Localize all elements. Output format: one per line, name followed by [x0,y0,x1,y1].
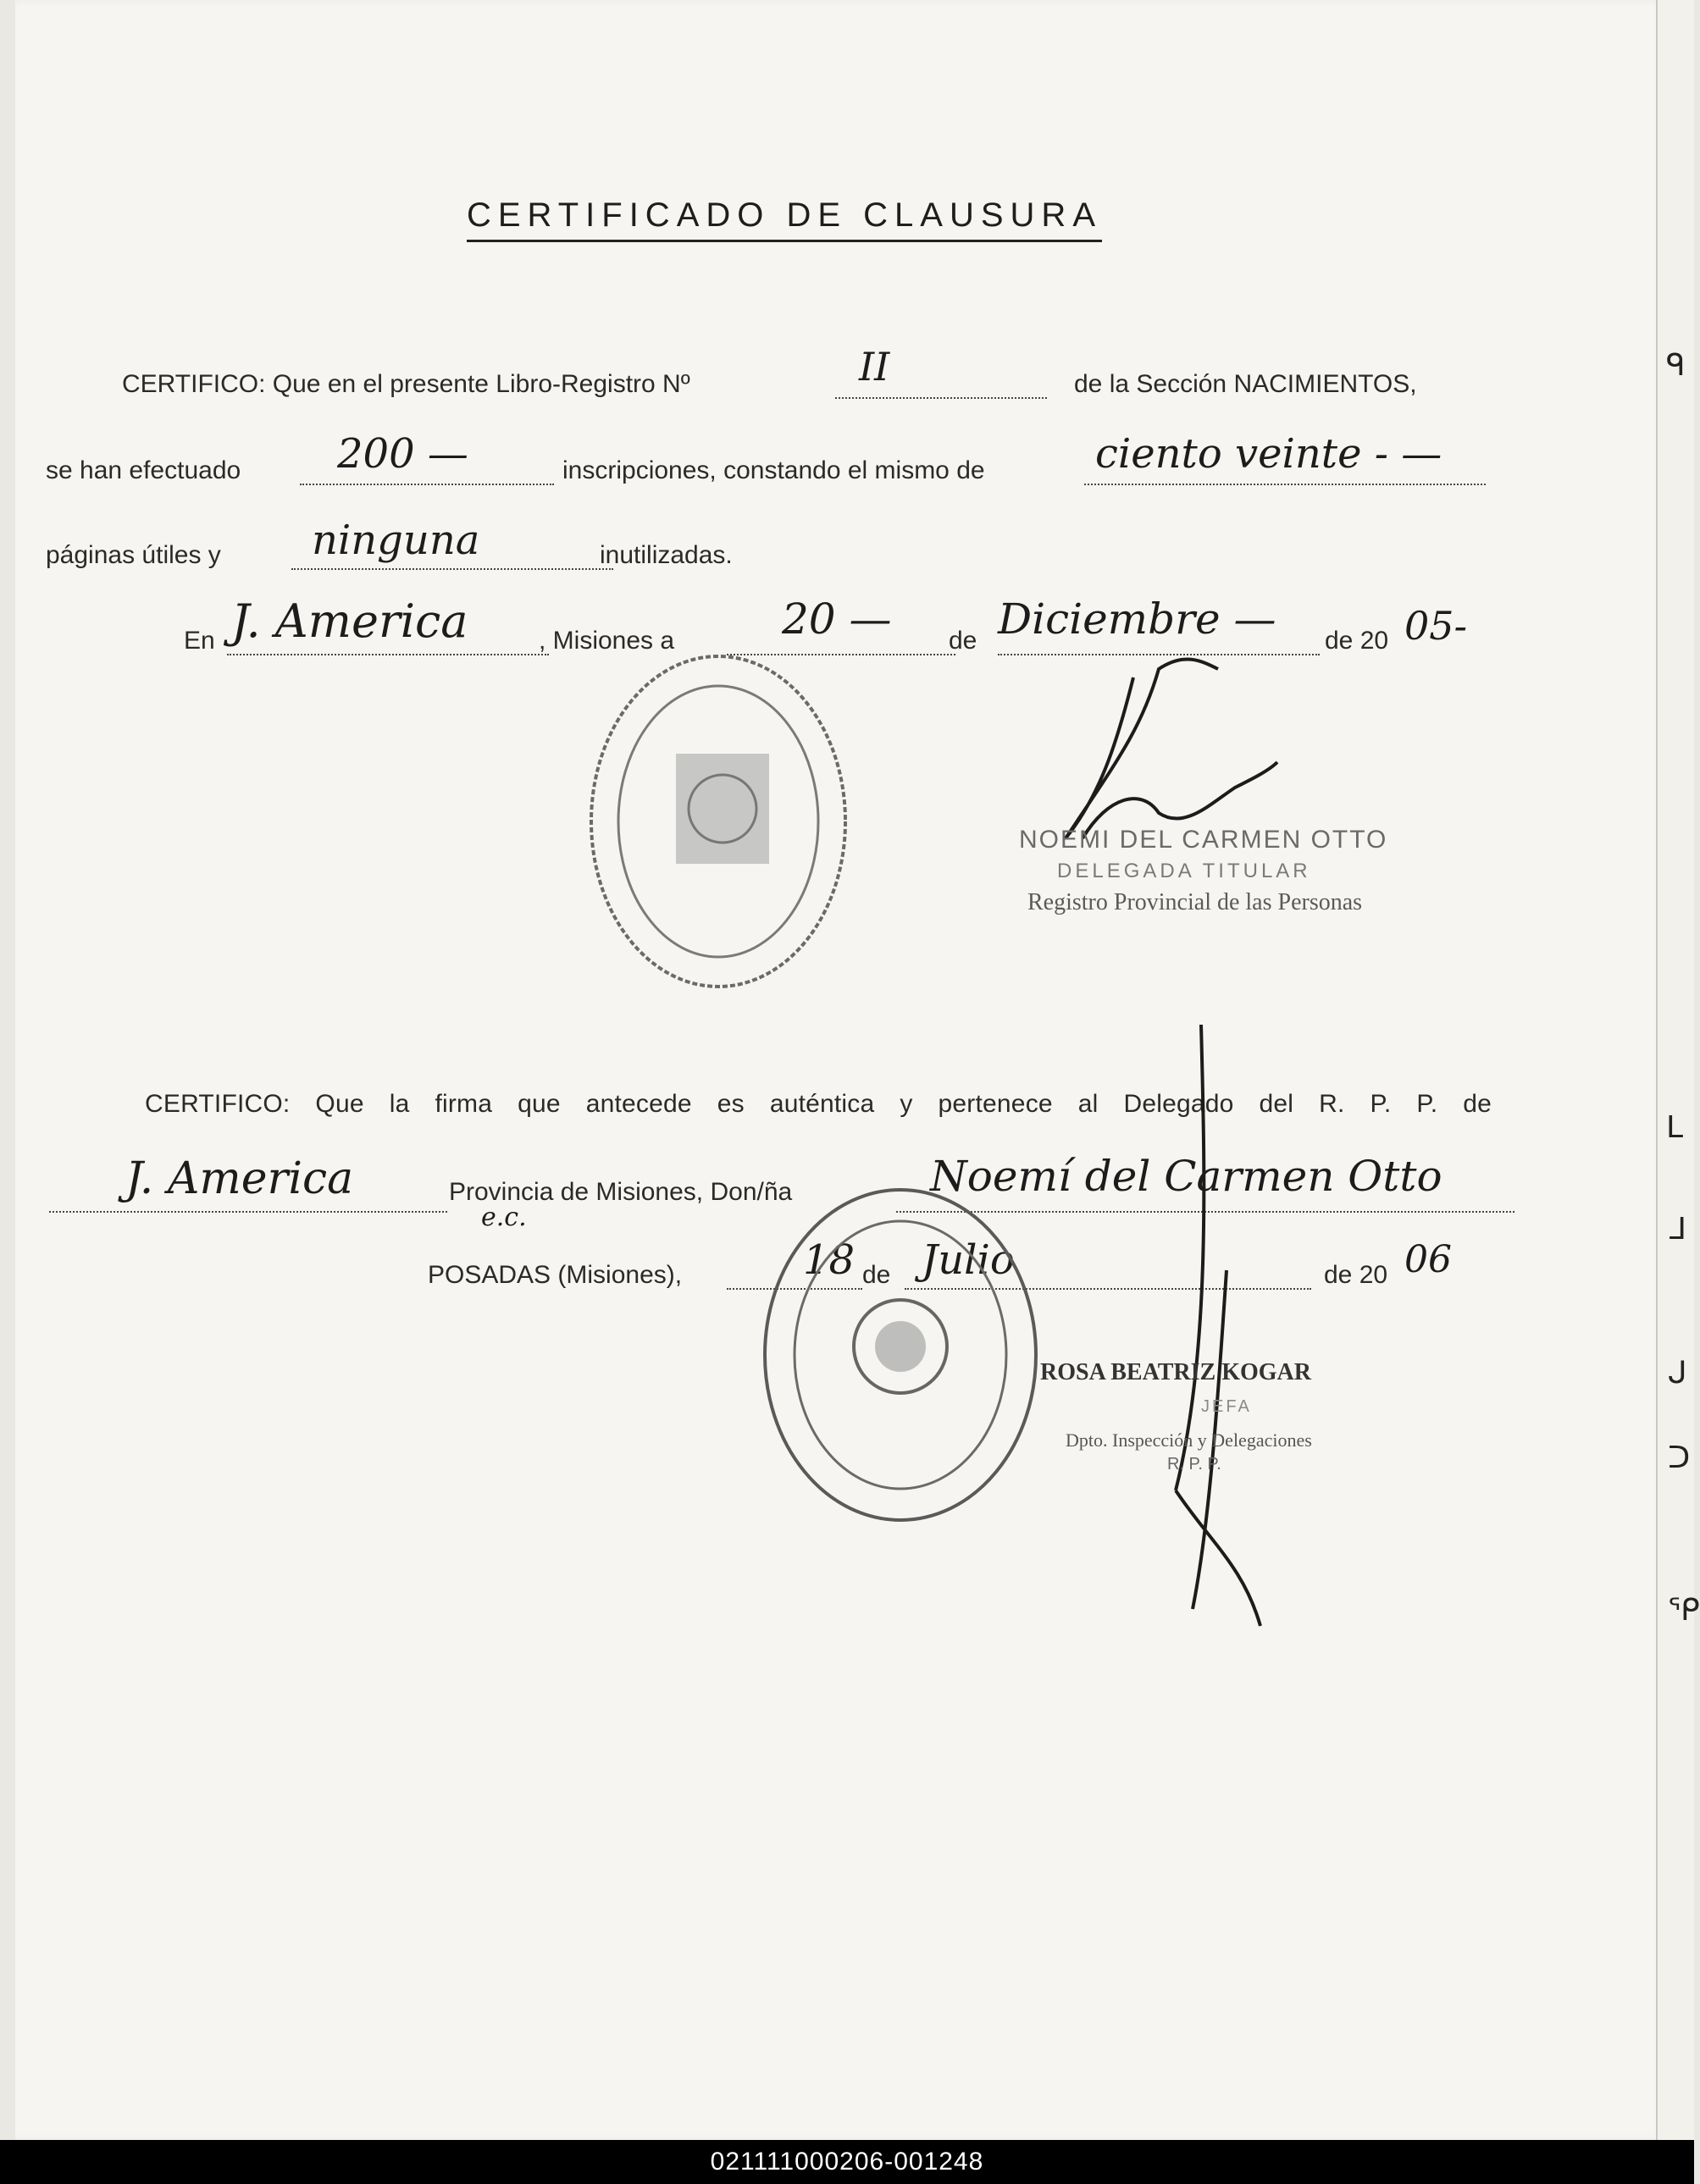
para1-line1-prefix: CERTIFICO: Que en el presente Libro-Registro Nº [122,370,690,398]
para1-line1-suffix: de la Sección NACIMIENTOS, [1074,370,1417,398]
para1-line2-mid: inscripciones, constando el mismo de [562,456,985,484]
official-seal-1 [579,644,867,999]
paginas-handwritten: ciento veinte - — [1095,430,1443,478]
margin-mark: ᑫ [1666,348,1686,382]
official-seal-2 [752,1177,1057,1533]
para2-day-handwritten: 18 [803,1236,856,1284]
libro-dotted-line [835,397,1047,399]
margin-mark: ᒪ [1666,1110,1684,1144]
para2-place-handwritten: J. America [125,1153,354,1204]
inutilizadas-dotted-line [291,568,613,570]
signature1-role: DELEGADA TITULAR [1057,860,1311,882]
para1-line3-suffix: inutilizadas. [600,541,733,569]
signature2-name: ROSA BEATRIZ KOGAR [1040,1359,1311,1385]
para2-year-handwritten: 06 [1404,1238,1452,1281]
person-note-handwritten: e.c. [481,1203,527,1232]
signature2-abbr: R. P. P. [1167,1455,1221,1474]
para2-month-de: de [862,1261,891,1289]
document-title: CERTIFICADO DE CLAUSURA [15,196,1553,242]
para1-line2-prefix: se han efectuado [46,456,241,484]
para2-place-dotted-line [49,1211,447,1213]
month-de: de [949,627,977,655]
para2-year-prefix: de 20 [1324,1261,1388,1289]
margin-mark: ᒍ [1668,1356,1687,1390]
para1-line3-prefix: páginas útiles y [46,541,221,569]
scan-footer-code: 021111000206-001248 [0,2140,1694,2184]
year-prefix: de 20 [1325,627,1389,655]
signature2-role: JEFA [1201,1397,1252,1416]
place-mid: , Misiones a [539,627,675,655]
signature2-office: Dpto. Inspección y Delegaciones [1066,1429,1312,1451]
adjacent-page-edge [1658,0,1700,2140]
month-handwritten: Diciembre — [998,594,1276,644]
libro-numero-handwritten: II [859,344,890,390]
para2-month-handwritten: Julio [922,1236,1015,1284]
signature1-name: NOEMI DEL CARMEN OTTO [1019,826,1388,854]
inscripciones-handwritten: 200 — [337,430,468,478]
inutilizadas-handwritten: ninguna [312,517,480,564]
signature-2 [1125,1016,1311,1660]
place-dotted-line [227,654,549,655]
place-handwritten: J. America [231,594,468,648]
person-handwritten: Noemí del Carmen Otto [930,1152,1443,1201]
margin-mark: ᕿ [1668,1593,1700,1627]
margin-mark: ᑐ [1668,1440,1691,1474]
inscripciones-dotted-line [300,484,554,485]
day-handwritten: 20 — [782,594,892,644]
para2-line2-mid: Provincia de Misiones, Don/ña [449,1178,793,1206]
document-page [15,0,1671,2140]
para2-line1: CERTIFICO: Que la firma que antecede es auténtica y pertenece al Delegado del R. P. P. de [145,1090,1492,1118]
paginas-dotted-line [1084,484,1486,485]
place-prefix: En [184,627,215,655]
signature1-office: Registro Provincial de las Personas [1027,889,1363,915]
year-handwritten: 05- [1404,603,1468,649]
para2-line3-prefix: POSADAS (Misiones), [428,1261,683,1289]
margin-mark: ᒧ [1668,1212,1686,1246]
